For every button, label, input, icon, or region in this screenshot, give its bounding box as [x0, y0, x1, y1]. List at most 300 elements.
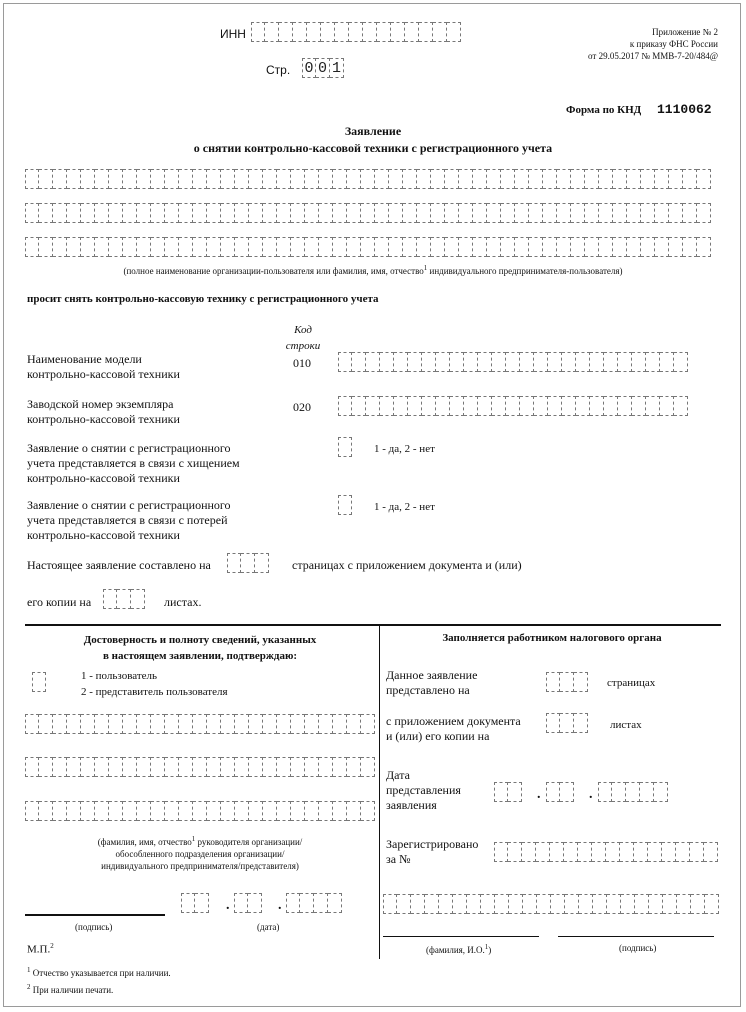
input-cell[interactable]: [492, 352, 506, 372]
input-cell[interactable]: [453, 894, 467, 914]
input-cell[interactable]: [249, 169, 263, 189]
signer-name-row[interactable]: [25, 714, 375, 734]
input-cell[interactable]: [109, 169, 123, 189]
input-cell[interactable]: [697, 203, 711, 223]
input-cell[interactable]: [551, 894, 565, 914]
input-cell[interactable]: [131, 589, 145, 609]
input-cell[interactable]: [590, 352, 604, 372]
input-cell[interactable]: [375, 169, 389, 189]
input-cell[interactable]: [293, 22, 307, 42]
input-cell[interactable]: [621, 894, 635, 914]
input-cell[interactable]: [459, 169, 473, 189]
input-cell[interactable]: [576, 352, 590, 372]
input-cell[interactable]: [291, 203, 305, 223]
input-cell[interactable]: [305, 169, 319, 189]
inn-cells[interactable]: [251, 22, 461, 42]
input-cell[interactable]: [676, 842, 690, 862]
org-name-row[interactable]: [25, 237, 711, 257]
input-cell[interactable]: [683, 169, 697, 189]
input-cell[interactable]: [248, 893, 262, 913]
input-cell[interactable]: [669, 203, 683, 223]
input-cell[interactable]: [81, 714, 95, 734]
org-name-row[interactable]: [25, 169, 711, 189]
input-cell[interactable]: [81, 203, 95, 223]
input-cell[interactable]: [613, 237, 627, 257]
input-cell[interactable]: [389, 203, 403, 223]
input-cell[interactable]: [137, 801, 151, 821]
input-cell[interactable]: [495, 894, 509, 914]
input-cell[interactable]: [319, 757, 333, 777]
input-cell[interactable]: [560, 713, 574, 733]
input-cell[interactable]: [375, 203, 389, 223]
input-cell[interactable]: [39, 169, 53, 189]
input-cell[interactable]: [338, 352, 352, 372]
input-cell[interactable]: [705, 894, 719, 914]
input-cell[interactable]: [109, 757, 123, 777]
input-cell[interactable]: [207, 237, 221, 257]
input-cell[interactable]: [319, 801, 333, 821]
input-cell[interactable]: [391, 22, 405, 42]
input-cell[interactable]: [546, 713, 560, 733]
input-cell[interactable]: [123, 237, 137, 257]
input-cell[interactable]: [634, 842, 648, 862]
input-cell[interactable]: [464, 396, 478, 416]
signer-type-cell[interactable]: [32, 672, 46, 692]
input-cell[interactable]: [53, 203, 67, 223]
input-cell[interactable]: [660, 396, 674, 416]
officer-signature-line[interactable]: [558, 936, 714, 937]
input-cell[interactable]: [123, 203, 137, 223]
signature-line[interactable]: [25, 914, 165, 916]
input-cell[interactable]: [67, 757, 81, 777]
input-cell[interactable]: [221, 757, 235, 777]
input-cell[interactable]: [564, 842, 578, 862]
input-cell[interactable]: [599, 237, 613, 257]
input-cell[interactable]: [241, 553, 255, 573]
input-cell[interactable]: [641, 169, 655, 189]
serial-cells[interactable]: [338, 396, 688, 416]
input-cell[interactable]: [674, 352, 688, 372]
input-cell[interactable]: [338, 396, 352, 416]
input-cell[interactable]: [277, 169, 291, 189]
input-cell[interactable]: [487, 237, 501, 257]
input-cell[interactable]: [534, 352, 548, 372]
input-cell[interactable]: [574, 713, 588, 733]
input-cell[interactable]: [328, 893, 342, 913]
input-cell[interactable]: [445, 237, 459, 257]
input-cell[interactable]: [431, 169, 445, 189]
input-cell[interactable]: [641, 203, 655, 223]
input-cell[interactable]: [53, 169, 67, 189]
input-cell[interactable]: [394, 396, 408, 416]
input-cell[interactable]: [251, 22, 265, 42]
input-cell[interactable]: [221, 169, 235, 189]
submission-date-month[interactable]: [546, 782, 574, 802]
input-cell[interactable]: [467, 894, 481, 914]
input-cell[interactable]: [704, 842, 718, 862]
input-cell[interactable]: [613, 203, 627, 223]
input-cell[interactable]: [417, 237, 431, 257]
input-cell[interactable]: [305, 237, 319, 257]
input-cell[interactable]: [571, 237, 585, 257]
input-cell[interactable]: [193, 801, 207, 821]
input-cell[interactable]: [53, 757, 67, 777]
input-cell[interactable]: [618, 352, 632, 372]
input-cell[interactable]: [319, 203, 333, 223]
input-cell[interactable]: [562, 396, 576, 416]
input-cell[interactable]: [39, 714, 53, 734]
input-cell[interactable]: [683, 237, 697, 257]
input-cell[interactable]: [165, 237, 179, 257]
input-cell[interactable]: [291, 237, 305, 257]
input-cell[interactable]: [221, 714, 235, 734]
input-cell[interactable]: [361, 169, 375, 189]
input-cell[interactable]: [548, 352, 562, 372]
input-cell[interactable]: [335, 22, 349, 42]
input-cell[interactable]: [193, 203, 207, 223]
input-cell[interactable]: [25, 757, 39, 777]
input-cell[interactable]: [165, 203, 179, 223]
input-cell[interactable]: [655, 237, 669, 257]
input-cell[interactable]: [207, 801, 221, 821]
input-cell[interactable]: [655, 169, 669, 189]
input-cell[interactable]: [422, 396, 436, 416]
input-cell[interactable]: [408, 396, 422, 416]
input-cell[interactable]: [445, 169, 459, 189]
input-cell[interactable]: [347, 801, 361, 821]
input-cell[interactable]: [235, 757, 249, 777]
input-cell[interactable]: [408, 352, 422, 372]
input-cell[interactable]: [249, 801, 263, 821]
input-cell[interactable]: [109, 714, 123, 734]
input-cell[interactable]: [137, 203, 151, 223]
input-cell[interactable]: [277, 801, 291, 821]
input-cell[interactable]: [501, 203, 515, 223]
input-cell[interactable]: [333, 203, 347, 223]
input-cell[interactable]: [613, 169, 627, 189]
input-cell[interactable]: [277, 203, 291, 223]
input-cell[interactable]: [523, 894, 537, 914]
input-cell[interactable]: [620, 842, 634, 862]
input-cell[interactable]: [361, 714, 375, 734]
input-cell[interactable]: [593, 894, 607, 914]
input-cell[interactable]: [314, 893, 328, 913]
input-cell[interactable]: [123, 169, 137, 189]
input-cell[interactable]: [307, 22, 321, 42]
input-cell[interactable]: [433, 22, 447, 42]
input-cell[interactable]: [305, 801, 319, 821]
input-cell[interactable]: [347, 203, 361, 223]
input-cell[interactable]: [279, 22, 293, 42]
input-cell[interactable]: [375, 237, 389, 257]
input-cell[interactable]: [123, 801, 137, 821]
input-cell[interactable]: [165, 714, 179, 734]
input-cell[interactable]: [585, 169, 599, 189]
input-cell[interactable]: [221, 237, 235, 257]
input-cell[interactable]: [632, 352, 646, 372]
input-cell[interactable]: [25, 801, 39, 821]
input-cell[interactable]: [459, 203, 473, 223]
input-cell[interactable]: [599, 203, 613, 223]
input-cell[interactable]: [352, 396, 366, 416]
input-cell[interactable]: [39, 801, 53, 821]
input-cell[interactable]: [137, 237, 151, 257]
org-name-row[interactable]: [25, 203, 711, 223]
input-cell[interactable]: [109, 203, 123, 223]
input-cell[interactable]: [599, 169, 613, 189]
input-cell[interactable]: [677, 894, 691, 914]
input-cell[interactable]: [529, 169, 543, 189]
input-cell[interactable]: [165, 757, 179, 777]
input-cell[interactable]: [660, 352, 674, 372]
input-cell[interactable]: [464, 352, 478, 372]
input-cell[interactable]: [425, 894, 439, 914]
input-cell[interactable]: [560, 672, 574, 692]
input-cell[interactable]: [319, 237, 333, 257]
input-cell[interactable]: [81, 237, 95, 257]
received-sheets-cells[interactable]: [546, 713, 588, 733]
input-cell[interactable]: [654, 782, 668, 802]
input-cell[interactable]: [249, 757, 263, 777]
input-cell[interactable]: [501, 169, 515, 189]
input-cell[interactable]: [117, 589, 131, 609]
input-cell[interactable]: [394, 352, 408, 372]
input-cell[interactable]: [515, 169, 529, 189]
input-cell[interactable]: [363, 22, 377, 42]
input-cell[interactable]: [67, 714, 81, 734]
input-cell[interactable]: [319, 169, 333, 189]
input-cell[interactable]: [179, 801, 193, 821]
input-cell[interactable]: [604, 352, 618, 372]
input-cell[interactable]: [537, 894, 551, 914]
input-cell[interactable]: [53, 714, 67, 734]
input-cell[interactable]: [235, 203, 249, 223]
input-cell[interactable]: [151, 714, 165, 734]
signer-name-row[interactable]: [25, 757, 375, 777]
input-cell[interactable]: [151, 237, 165, 257]
input-cell[interactable]: [67, 203, 81, 223]
input-cell[interactable]: [193, 237, 207, 257]
input-cell[interactable]: [277, 237, 291, 257]
input-cell[interactable]: [585, 203, 599, 223]
input-cell[interactable]: [151, 169, 165, 189]
input-cell[interactable]: [347, 714, 361, 734]
input-cell[interactable]: [277, 757, 291, 777]
input-cell[interactable]: [377, 22, 391, 42]
officer-name-cells[interactable]: [383, 894, 719, 914]
input-cell[interactable]: [509, 894, 523, 914]
input-cell[interactable]: [487, 169, 501, 189]
input-cell[interactable]: [560, 782, 574, 802]
input-cell[interactable]: [347, 757, 361, 777]
input-cell[interactable]: [431, 203, 445, 223]
input-cell[interactable]: [397, 894, 411, 914]
input-cell[interactable]: [478, 396, 492, 416]
input-cell[interactable]: [389, 237, 403, 257]
input-cell[interactable]: [557, 169, 571, 189]
input-cell[interactable]: [305, 714, 319, 734]
input-cell[interactable]: [649, 894, 663, 914]
input-cell[interactable]: [81, 801, 95, 821]
input-cell[interactable]: [635, 894, 649, 914]
input-cell[interactable]: [641, 237, 655, 257]
input-cell[interactable]: [25, 169, 39, 189]
input-cell[interactable]: [543, 169, 557, 189]
input-cell[interactable]: [419, 22, 433, 42]
input-cell[interactable]: [109, 237, 123, 257]
input-cell[interactable]: [690, 842, 704, 862]
input-cell[interactable]: [515, 237, 529, 257]
input-cell[interactable]: [300, 893, 314, 913]
input-cell[interactable]: [221, 203, 235, 223]
input-cell[interactable]: [604, 396, 618, 416]
input-cell[interactable]: [151, 203, 165, 223]
input-cell[interactable]: [39, 757, 53, 777]
input-cell[interactable]: [640, 782, 654, 802]
input-cell[interactable]: [333, 714, 347, 734]
input-cell[interactable]: [25, 714, 39, 734]
registration-number-cells[interactable]: [494, 842, 718, 862]
input-cell[interactable]: [536, 842, 550, 862]
input-cell[interactable]: [235, 714, 249, 734]
input-cell[interactable]: [403, 169, 417, 189]
input-cell[interactable]: [95, 169, 109, 189]
input-cell[interactable]: [697, 237, 711, 257]
input-cell[interactable]: [389, 169, 403, 189]
input-cell[interactable]: [520, 396, 534, 416]
input-cell[interactable]: [234, 893, 248, 913]
input-cell[interactable]: [439, 894, 453, 914]
input-cell[interactable]: [207, 714, 221, 734]
loss-flag-cell[interactable]: [338, 495, 352, 515]
input-cell[interactable]: [445, 203, 459, 223]
input-cell[interactable]: [585, 237, 599, 257]
input-cell[interactable]: [249, 714, 263, 734]
input-cell[interactable]: [508, 842, 522, 862]
input-cell[interactable]: [543, 203, 557, 223]
input-cell[interactable]: [592, 842, 606, 862]
input-cell[interactable]: [165, 169, 179, 189]
input-cell[interactable]: [263, 757, 277, 777]
input-cell[interactable]: [235, 169, 249, 189]
input-cell[interactable]: [366, 396, 380, 416]
input-cell[interactable]: [646, 352, 660, 372]
input-cell[interactable]: [361, 203, 375, 223]
input-cell[interactable]: [522, 842, 536, 862]
input-cell[interactable]: [520, 352, 534, 372]
input-cell[interactable]: [417, 169, 431, 189]
input-cell[interactable]: [137, 169, 151, 189]
input-cell[interactable]: [347, 169, 361, 189]
input-cell[interactable]: [529, 203, 543, 223]
input-cell[interactable]: [487, 203, 501, 223]
input-cell[interactable]: [67, 801, 81, 821]
input-cell[interactable]: [137, 714, 151, 734]
input-cell[interactable]: [179, 169, 193, 189]
input-cell[interactable]: [53, 801, 67, 821]
input-cell[interactable]: [291, 801, 305, 821]
input-cell[interactable]: [305, 203, 319, 223]
input-cell[interactable]: [571, 169, 585, 189]
input-cell[interactable]: [576, 396, 590, 416]
theft-flag-cell[interactable]: [338, 437, 352, 457]
input-cell[interactable]: [550, 842, 564, 862]
input-cell[interactable]: [361, 237, 375, 257]
input-cell[interactable]: [265, 22, 279, 42]
input-cell[interactable]: [626, 782, 640, 802]
input-cell[interactable]: [95, 801, 109, 821]
input-cell[interactable]: [646, 396, 660, 416]
input-cell[interactable]: [95, 757, 109, 777]
input-cell[interactable]: [291, 757, 305, 777]
officer-name-line[interactable]: [383, 936, 539, 937]
input-cell[interactable]: [436, 396, 450, 416]
input-cell[interactable]: [655, 203, 669, 223]
input-cell[interactable]: [207, 203, 221, 223]
input-cell[interactable]: [697, 169, 711, 189]
page-number-cells[interactable]: [302, 58, 344, 78]
input-cell[interactable]: [632, 396, 646, 416]
input-cell[interactable]: [411, 894, 425, 914]
signer-name-row[interactable]: [25, 801, 375, 821]
sign-date-month[interactable]: [234, 893, 262, 913]
input-cell[interactable]: [534, 396, 548, 416]
input-cell[interactable]: [95, 237, 109, 257]
input-cell[interactable]: [53, 237, 67, 257]
input-cell[interactable]: [383, 894, 397, 914]
input-cell[interactable]: [557, 237, 571, 257]
input-cell[interactable]: [683, 203, 697, 223]
sign-date-year[interactable]: [286, 893, 342, 913]
input-cell[interactable]: [349, 22, 363, 42]
input-cell[interactable]: [669, 169, 683, 189]
input-cell[interactable]: [579, 894, 593, 914]
input-cell[interactable]: [179, 203, 193, 223]
input-cell[interactable]: [508, 782, 522, 802]
input-cell[interactable]: [319, 714, 333, 734]
input-cell[interactable]: [193, 757, 207, 777]
input-cell[interactable]: [627, 237, 641, 257]
input-cell[interactable]: [627, 169, 641, 189]
input-cell[interactable]: [380, 352, 394, 372]
input-cell[interactable]: [473, 169, 487, 189]
input-cell[interactable]: [195, 893, 209, 913]
input-cell[interactable]: [151, 757, 165, 777]
input-cell[interactable]: [662, 842, 676, 862]
input-cell[interactable]: [333, 757, 347, 777]
input-cell[interactable]: [179, 714, 193, 734]
input-cell[interactable]: [263, 203, 277, 223]
input-cell[interactable]: [165, 801, 179, 821]
input-cell[interactable]: [565, 894, 579, 914]
input-cell[interactable]: [450, 396, 464, 416]
input-cell[interactable]: [151, 801, 165, 821]
input-cell[interactable]: [501, 237, 515, 257]
input-cell[interactable]: [221, 801, 235, 821]
input-cell[interactable]: [39, 203, 53, 223]
input-cell[interactable]: [546, 672, 560, 692]
input-cell[interactable]: [263, 801, 277, 821]
input-cell[interactable]: [333, 237, 347, 257]
input-cell[interactable]: [590, 396, 604, 416]
input-cell[interactable]: [249, 237, 263, 257]
copies-count-cells[interactable]: [103, 589, 145, 609]
input-cell[interactable]: [95, 714, 109, 734]
input-cell[interactable]: [361, 801, 375, 821]
input-cell[interactable]: [286, 893, 300, 913]
input-cell[interactable]: [67, 237, 81, 257]
input-cell[interactable]: [691, 894, 705, 914]
